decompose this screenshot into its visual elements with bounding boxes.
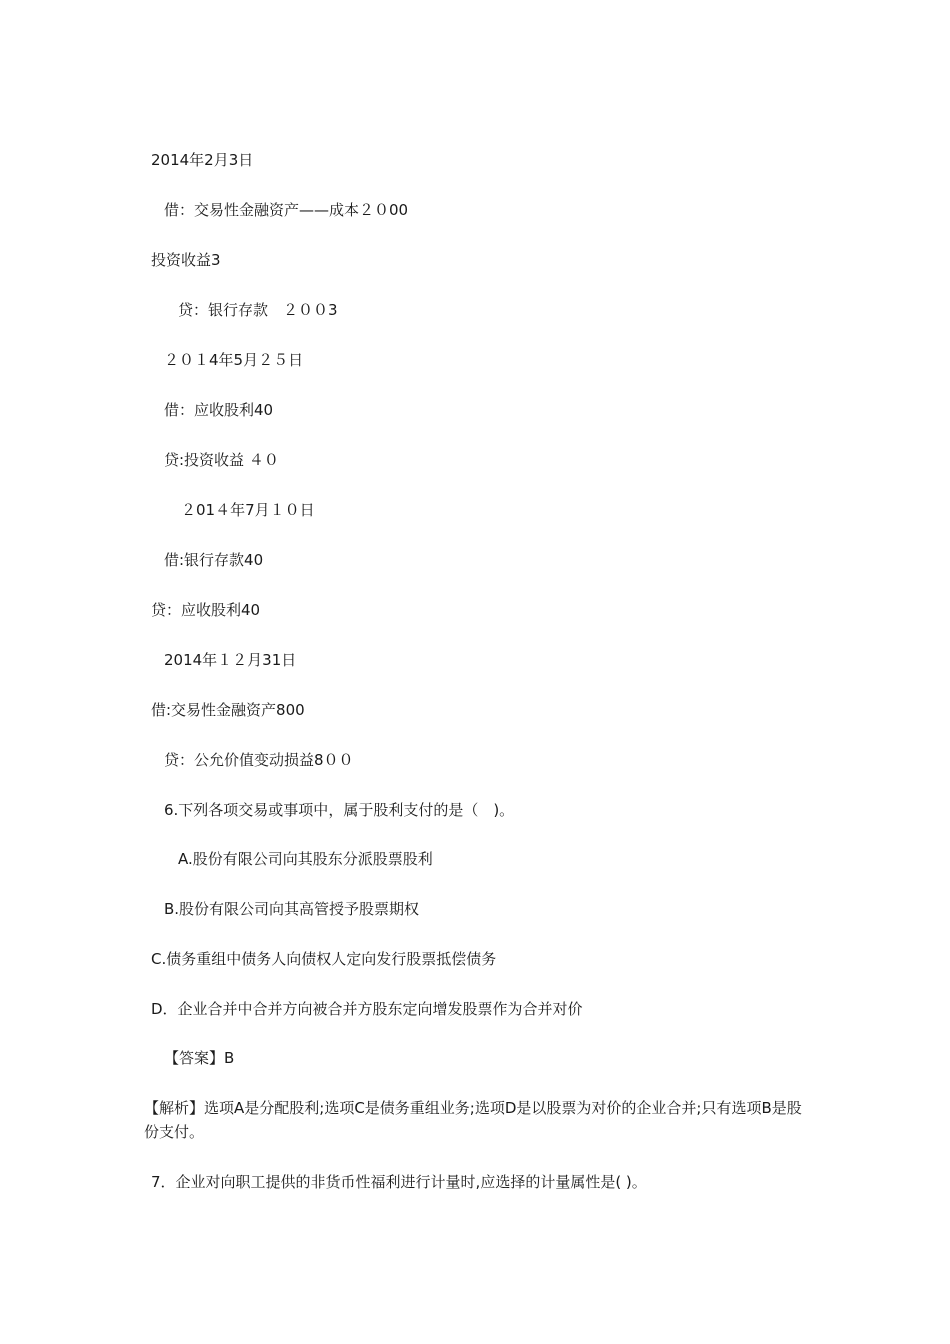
date-line: 2014年2月3日 bbox=[151, 151, 254, 169]
journal-debit-line: 投资收益3 bbox=[151, 251, 221, 269]
question-7: 7．企业对向职工提供的非货币性福利进行计量时,应选择的计量属性是( )。 bbox=[151, 1173, 647, 1191]
journal-debit-line: 借:银行存款40 bbox=[164, 551, 264, 569]
option-a: A.股份有限公司向其股东分派股票股利 bbox=[178, 850, 433, 868]
journal-debit-line: 借：应收股利40 bbox=[164, 401, 274, 419]
date-line: ２０１4年5月２５日 bbox=[164, 351, 304, 369]
journal-credit-line: 贷：公允价值变动损益8００ bbox=[164, 751, 354, 769]
option-d: D．企业合并中合并方向被合并方股东定向增发股票作为合并对价 bbox=[151, 1000, 583, 1018]
date-line: ２01４年7月１０日 bbox=[181, 501, 315, 519]
journal-debit-line: 借:交易性金融资产800 bbox=[151, 701, 305, 719]
analysis-paragraph: 【解析】选项A是分配股利;选项C是债务重组业务;选项D是以股票为对价的企业合并;只有选项B是股份支付。 bbox=[144, 1099, 802, 1141]
option-c: C.债务重组中债务人向债权人定向发行股票抵偿债务 bbox=[151, 950, 497, 968]
date-line: 2014年１２月31日 bbox=[164, 651, 297, 669]
journal-credit-line: 贷：应收股利40 bbox=[151, 601, 261, 619]
question-6: 6.下列各项交易或事项中，属于股利支付的是（ )。 bbox=[164, 801, 515, 819]
journal-credit-line: 贷:投资收益 ４０ bbox=[164, 451, 279, 469]
answer-line: 【答案】B bbox=[164, 1049, 235, 1067]
option-b: B.股份有限公司向其高管授予股票期权 bbox=[164, 900, 420, 918]
journal-credit-line: 贷：银行存款 ２００3 bbox=[178, 301, 338, 319]
journal-debit-line: 借：交易性金融资产——成本２０00 bbox=[164, 201, 409, 219]
